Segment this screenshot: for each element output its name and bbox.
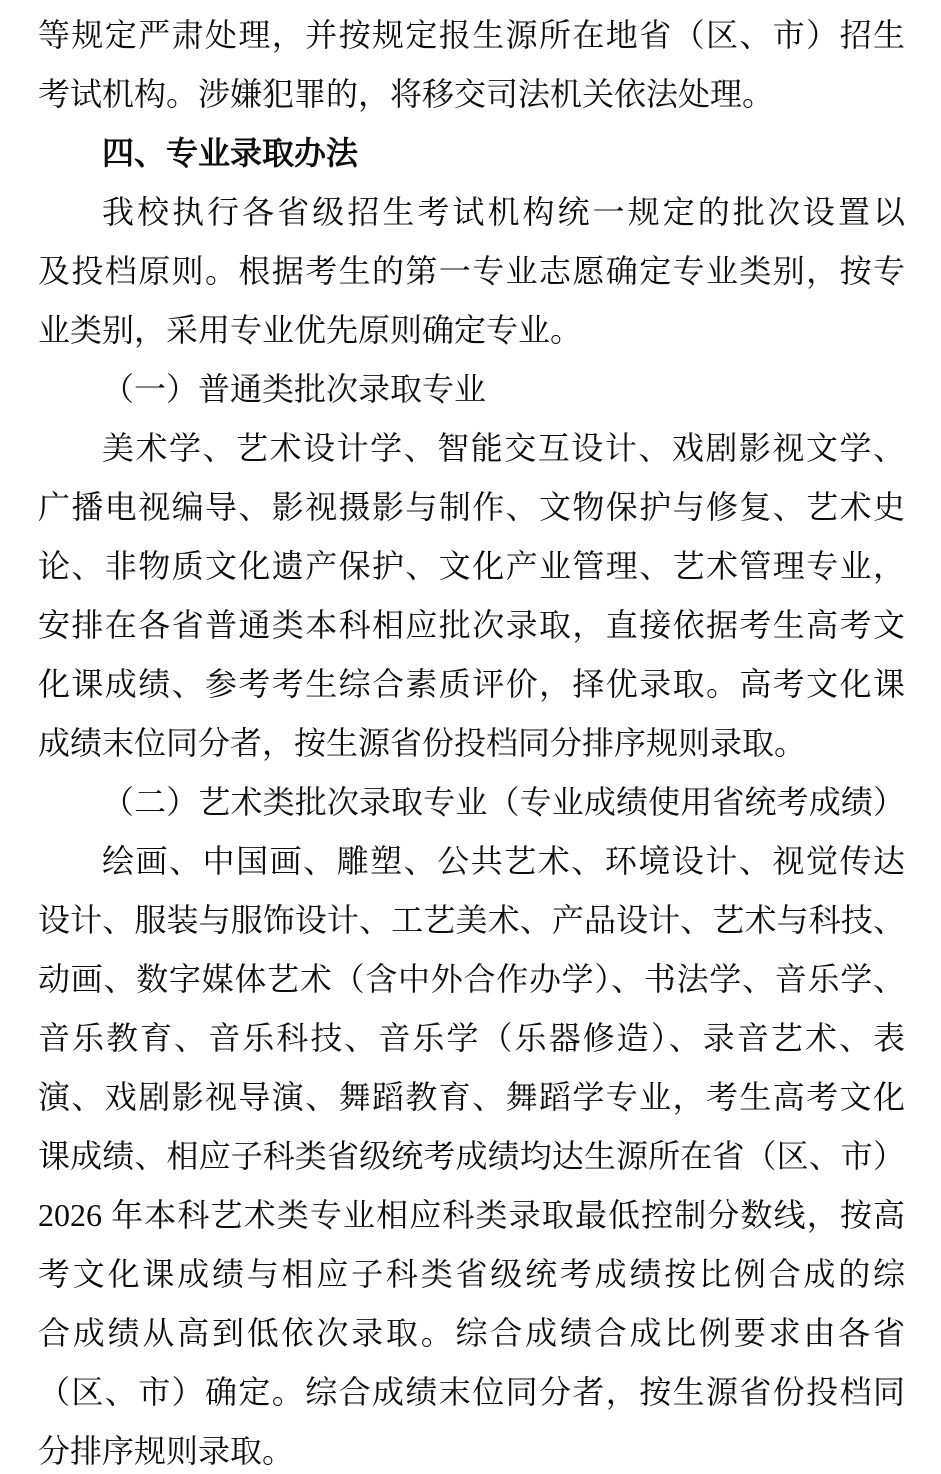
text-line: 等规定严肃处理，并按规定报生源所在地省（区、市）招生 [38,17,905,53]
text-line: （区、市）确定。综合成绩末位同分者，按生源省份投档同 [38,1374,905,1410]
text-line: 考试机构。涉嫌犯罪的，将移交司法机关依法处理。 [38,76,775,112]
text-line: 成绩末位同分者，按生源省份投档同分排序规则录取。 [38,725,807,761]
text-line: 广播电视编导、影视摄影与制作、文物保护与修复、艺术史 [38,489,905,525]
section-heading: 四、专业录取办法 [102,135,359,171]
text-line: 美术学、艺术设计学、智能交互设计、戏剧影视文学、 [102,430,905,466]
text-line: 演、戏剧影视导演、舞蹈教育、舞蹈学专业，考生高考文化 [38,1079,905,1115]
text-line: 动画、数字媒体艺术（含中外合作办学）、书法学、音乐学、 [38,961,905,997]
text-line: 设计、服装与服饰设计、工艺美术、产品设计、艺术与科技、 [38,902,905,938]
text-line: 分排序规则录取。 [38,1433,295,1469]
text-line: 化课成绩、参考考生综合素质评价，择优录取。高考文化课 [38,666,905,702]
text-line: 音乐教育、音乐科技、音乐学（乐器修造）、录音艺术、表 [38,1020,905,1056]
text-line: 2026 年本科艺术类专业相应科类录取最低控制分数线，按高 [38,1197,905,1233]
text-line: 绘画、中国画、雕塑、公共艺术、环境设计、视觉传达 [102,843,905,879]
document-text-block [38,6,905,1474]
text-line: 考文化课成绩与相应子科类省级统考成绩按比例合成的综 [38,1256,905,1292]
text-line: （一）普通类批次录取专业 [102,371,487,407]
text-line: 课成绩、相应子科类省级统考成绩均达生源所在省（区、市） [38,1138,905,1174]
text-line: 我校执行各省级招生考试机构统一规定的批次设置以 [102,194,905,230]
text-line: 及投档原则。根据考生的第一专业志愿确定专业类别，按专 [38,253,905,289]
text-line: 业类别，采用专业优先原则确定专业。 [38,312,583,348]
text-line: 论、非物质文化遗产保护、文化产业管理、艺术管理专业， [38,548,905,584]
text-line: （二）艺术类批次录取专业（专业成绩使用省统考成绩） [102,784,905,820]
text-line: 合成绩从高到低依次录取。综合成绩合成比例要求由各省 [38,1315,905,1351]
text-line: 安排在各省普通类本科相应批次录取，直接依据考生高考文 [38,607,905,643]
